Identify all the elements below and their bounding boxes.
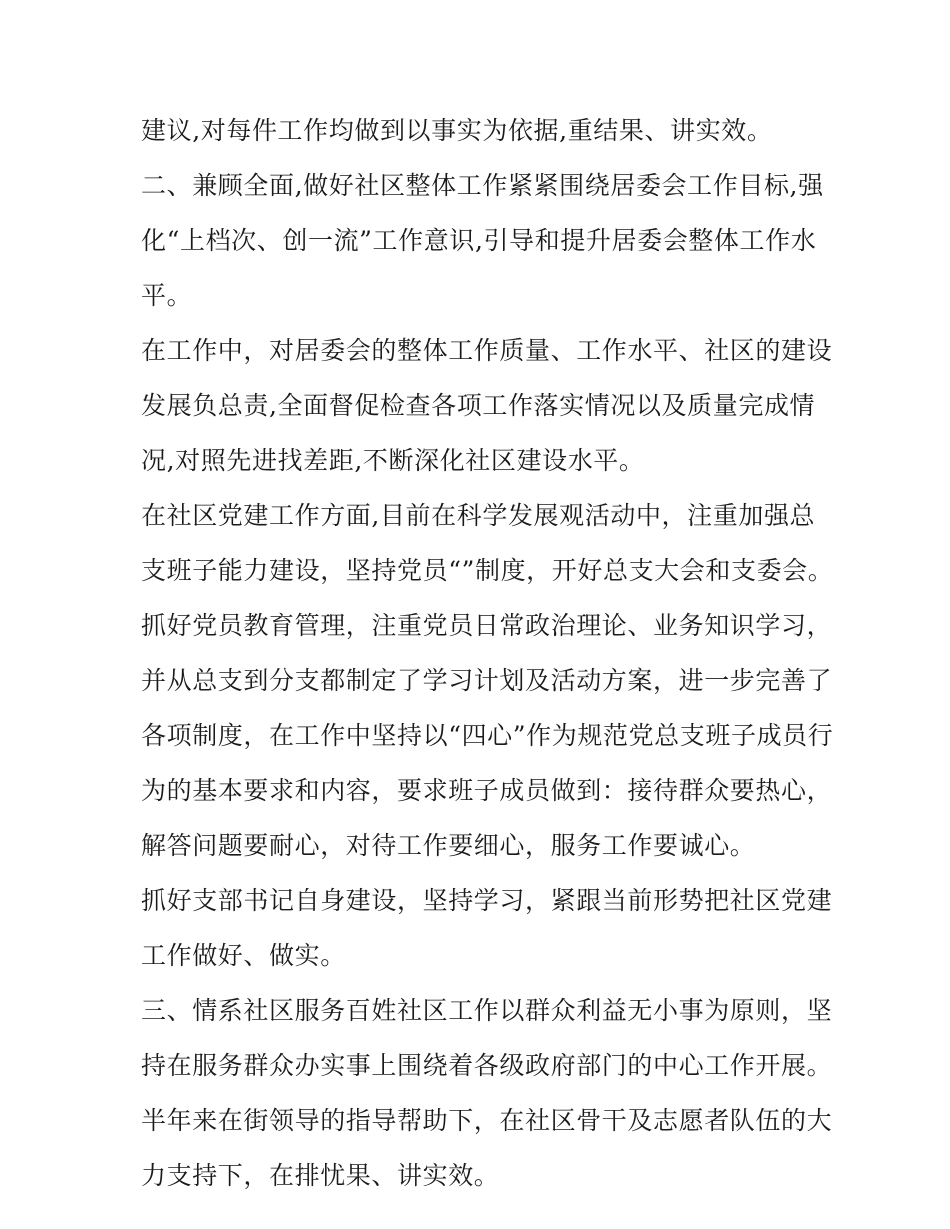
text-line: 况,对照先进找差距,不断深化社区建设水平。 — [141, 446, 645, 475]
text-line: 抓好支部书记自身建设，坚持学习，紧跟当前形势把社区党建 — [141, 886, 833, 915]
text-line: 为的基本要求和内容，要求班子成员做到：接待群众要热心， — [141, 776, 833, 805]
document-body — [141, 103, 834, 1203]
text-line: 持在服务群众办实事上围绕着各级政府部门的中心工作开展。 — [141, 1051, 833, 1080]
text-line: 二、兼顾全面,做好社区整体工作紧紧围绕居委会工作目标,强 — [141, 171, 824, 200]
text-line: 在社区党建工作方面,目前在科学发展观活动中，注重加强总 — [141, 501, 816, 530]
text-line: 建议,对每件工作均做到以事实为依据,重结果、讲实效。 — [141, 116, 773, 145]
text-line: 各项制度，在工作中坚持以“四心”作为规范党总支班子成员行 — [141, 721, 834, 750]
text-line: 三、情系社区服务百姓社区工作以群众利益无小事为原则，坚 — [141, 996, 833, 1025]
text-line: 并从总支到分支都制定了学习计划及活动方案，进一步完善了 — [141, 666, 833, 695]
text-line: 抓好党员教育管理，注重党员日常政治理论、业务知识学习， — [141, 611, 833, 640]
text-line: 在工作中，对居委会的整体工作质量、工作水平、社区的建设 — [141, 336, 833, 365]
text-line: 发展负总责,全面督促检查各项工作落实情况以及质量完成情 — [141, 391, 816, 420]
text-line: 化“上档次、创一流”工作意识,引导和提升居委会整体工作水 — [141, 226, 817, 255]
text-line: 工作做好、做实。 — [141, 941, 346, 970]
text-line: 支班子能力建设，坚持党员“”制度，开好总支大会和支委会。 — [141, 556, 834, 585]
text-line: 半年来在街领导的指导帮助下，在社区骨干及志愿者队伍的大 — [141, 1106, 833, 1135]
text-line: 解答问题要耐心，对待工作要细心，服务工作要诚心。 — [141, 831, 756, 860]
text-line: 平。 — [141, 281, 193, 310]
text-line: 力支持下，在排忧果、讲实效。 — [141, 1161, 500, 1190]
